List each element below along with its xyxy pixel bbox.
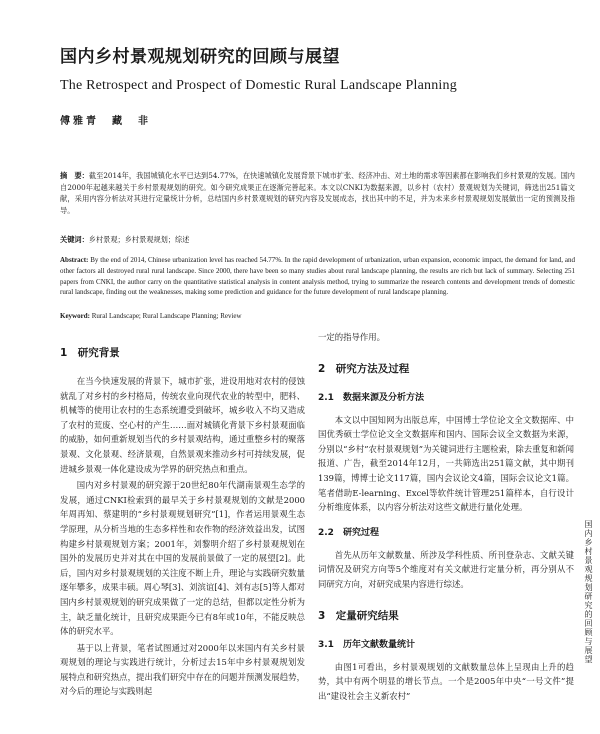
paper-title-cn: 国内乡村景观规划研究的回顾与展望 [60,47,340,67]
left-column [60,345,305,701]
section-3-1-heading: 3.1 历年文献数量统计 [318,639,415,650]
paper-title-en: The Retrospect and Prospect of Domestic Rural Landscape Planning [60,78,457,93]
right-column [318,330,574,705]
section-2-1-heading: 2.1 数据来源及分析方法 [318,392,424,403]
keywords-cn-text: 乡村景观；乡村景观规划；综述 [88,235,190,244]
keywords-cn-label: 关键词： [60,235,89,244]
right-lead-text: 一定的指导作用。 [318,332,385,342]
section-1-heading: 1 研究背景 [60,347,120,359]
section-2-1-paragraph: 本文以中国知网为出版总库，中国博士学位论文全文数据库、中国优秀硕士学位论文全文数据库和国内、国际会议全文数据为来源，分别以“乡村”农村景观规划”为关键词进行主题检索，除去重复和新闻报道、广告，截至2014年12月，一共筛选出251篇文献，其中期刊139篇，博博士论文117篇，国内会议论文4篇，国际会议论文1篇。笔者借助E-learning、Excel等软件统计管理251篇样本，自行设计分析维度体系，以内容分析法对这些文献进行量化处理。 [318,414,574,513]
keywords-en [60,312,575,320]
section-3-heading: 3 定量研究结果 [318,609,399,622]
running-sidebar-title: 国内乡村景观规划研究的回顾与展望 [584,520,593,664]
authors: 傅雅青 藏 非 [60,116,151,127]
abstract-en-text: By the end of 2014, Chinese urbanization level has reached 54.77%. In the rapid development of urbanization, urban expansion, economic impact, the demand for land, and other factors all destroyed rural rural landscape. Since 2000, there have been so many studies about rural landscape planning, the results are rich but lack of summary. Selecting 251 papers from CNKI, the author carry on the quantitative statistical analysis in content analysis method, trying to summarize the research contents and development trends of domestic rural landscape, finding out the weaknesses, making some prediction and guidance for the future development of rural landscape planning. [60,256,575,297]
section-1-paragraph: 国内对乡村景观的研究源于20世纪80年代湖南景观生态学的发展，通过CNKI检索到的最早关于乡村景观规划的文献是2000年周再知、蔡建明的“乡村景观规划研究”[1]，作者运用景观生态学原理，从分析当地的生态多样性和农作物的经济效益出发，试图构建乡村景观规划方案；2001年，刘黎明介绍了乡村景观规划在国外的发展历史并对其在中国的发展前景做了一定的展望[2]。此后，国内对乡村景观规划的关注度不断上升，理论与实践研究数量逐年攀多，成果丰硕。周心琴[3]、刘滨谊[4]、刘有志[5]等人都对国内乡村景观规划的研究成果做了一定的总结，但都以定性分析为主，缺乏量化统计，且研究成果距今已有8年或10年，不能反映总体的研究水平。 [60,480,305,637]
section-1-paragraph: 基于以上背景，笔者试图通过对2000年以来国内有关乡村景观规划的理论与实践进行统计，分析过去15年中乡村景观规划发展特点和研究热点，提出我们研究中存在的问题并预测发展趋势，对今后的理论与实践则起 [60,642,305,697]
abstract-en [60,255,575,298]
abstract-cn [60,170,575,216]
abstract-cn-label: 摘 要： [60,171,89,180]
section-2-2-heading: 2.2 研究过程 [318,527,379,538]
section-2-2-paragraph: 首先从历年文献数量、所涉及学科性质、所刊登杂志、文献关键词情况及研究方向等5个维度对有关文献进行定量分析，再分别从不同研究方向，对研究成果内容进行综述。 [318,549,574,589]
section-1-paragraph: 在当今快速发展的背景下，城市扩张，进设用地对农村的侵蚀就乱了对乡村的乡村格局，传统农业向现代农业的转型中，肥料、机械等的使用让农村的生态系统遭受到破坏，城乡收入不均又造成了农村的荒废、空心村的产生……面对城镇化背景下乡村景观面临的威胁，如何重新规划当代的乡村景观结构，通过重整乡村的聚落景观、文化景观、经济景观，自然景观来推动乡村可持续发展，促进城乡景观一体化建设成为学界的研究热点和重点。 [60,376,305,474]
abstract-en-label: Abstract: [60,256,89,264]
keywords-en-text: Rural Landscape; Rural Landscape Planning; Review [91,312,242,320]
section-3-1-paragraph: 由图1可看出，乡村景观规划的文献数量总体上呈现由上升的趋势，其中有两个明显的增长节点。一个是2005年中央“一号文件”提出“建设社会主义新农村” [318,661,574,701]
section-2-heading: 2 研究方法及过程 [318,362,410,375]
keywords-cn [60,235,575,245]
abstract-cn-text: 截至2014年，我国城镇化水平已达到54.77%，在快速城镇化发展背景下城市扩张、经济冲击、对土地的需求等因素都在影响我们乡村景观的发展。国内自2000年起越来越关于乡村景观规划的研究。如今研究成果正在逐渐完善起来。本文以CNKI为数据来源，以乡村（农村）景观规划为关键词，筛选出251篇文献，采用内容分析法对其进行定量统计分析，总结国内乡村景观规划的研究内容及发展成态，找出其中的不足，并为未来乡村景观规划发展做出一定的预测及指导。 [60,171,575,215]
keywords-en-label: Keyword: [60,312,90,320]
